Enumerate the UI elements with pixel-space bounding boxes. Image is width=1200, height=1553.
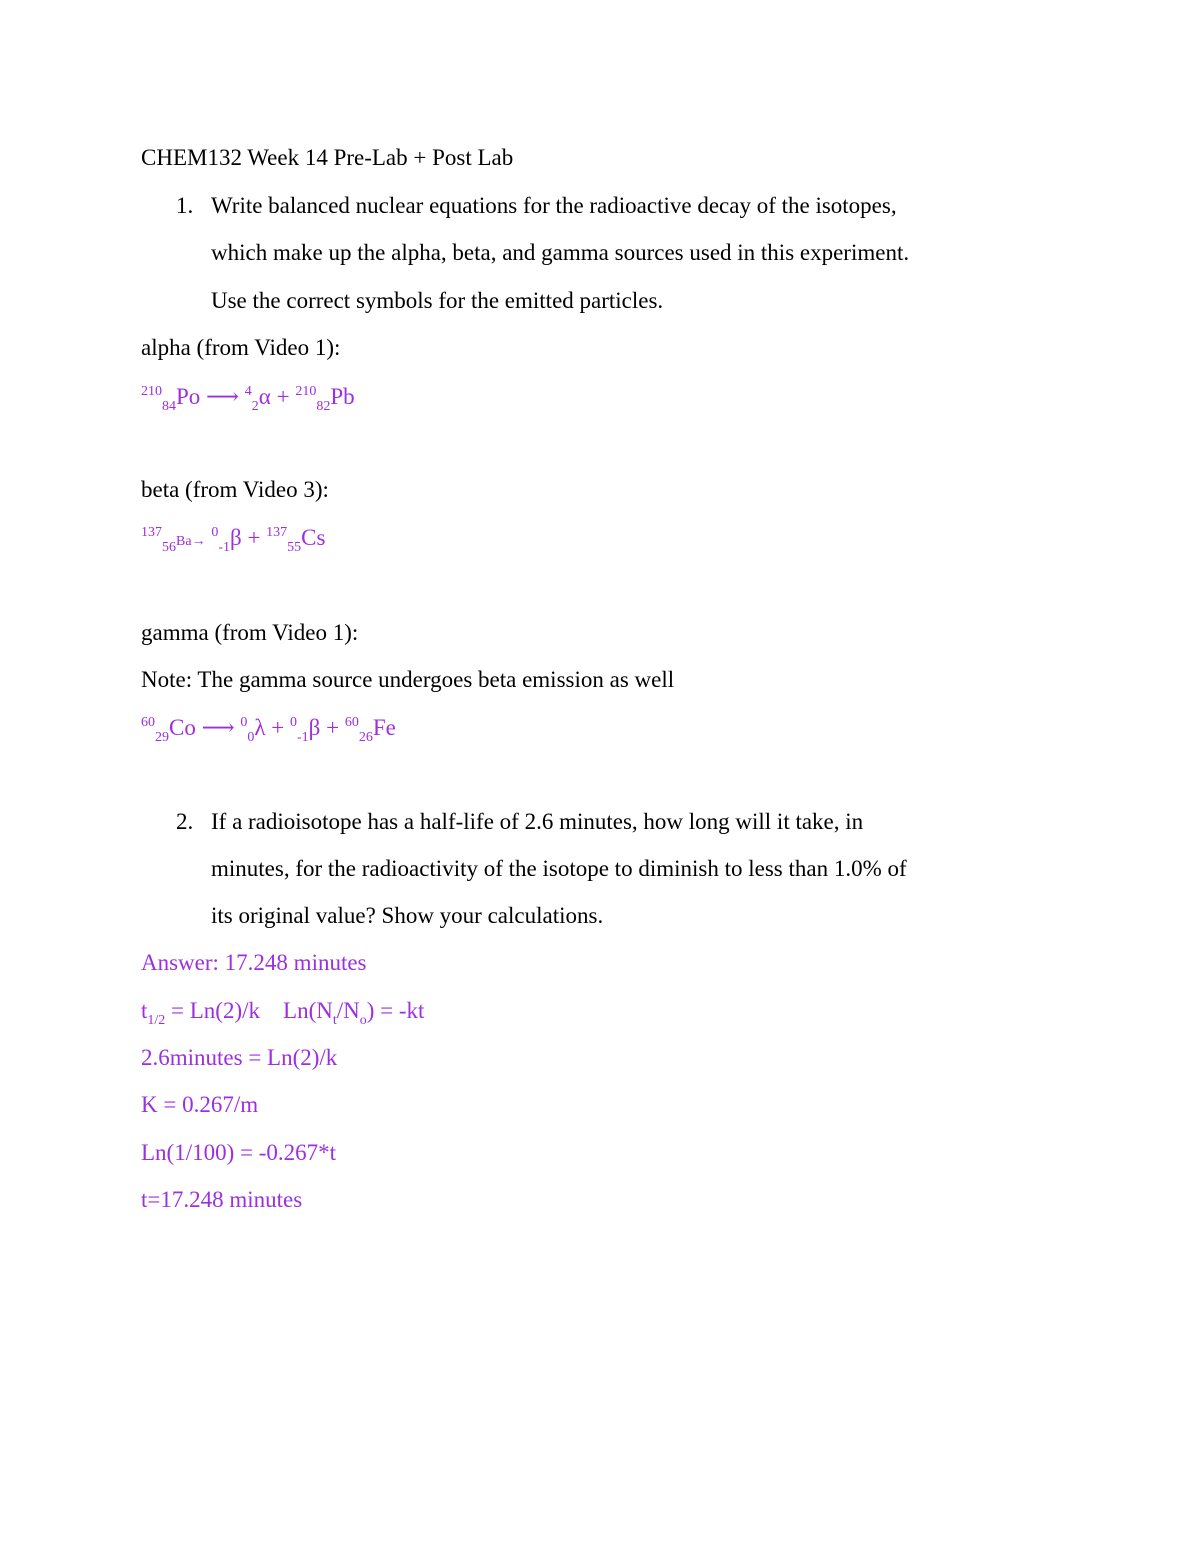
beta-parent-atomic: 56 (162, 540, 176, 555)
half-life-rest: = Ln(2)/k (165, 998, 261, 1023)
calc-line-4: K = 0.267/m (141, 1092, 259, 1117)
gamma-particle2-symbol: β (308, 715, 321, 740)
alpha-parent-atomic: 84 (162, 399, 176, 414)
alpha-parent-symbol: Po (176, 384, 201, 409)
ln-sub-t: t (332, 1013, 337, 1028)
ln-prefix: Ln(N (283, 998, 333, 1023)
beta-label: beta (from Video 3): (141, 477, 329, 502)
beta-parent-symbol: Ba (176, 534, 192, 549)
question-1-line-1: Write balanced nuclear equations for the radioactive decay of the isotopes, (211, 193, 897, 218)
question-2-number: 2. (176, 809, 194, 834)
beta-particle-atomic: -1 (218, 540, 230, 555)
gamma-particle1-atomic: 0 (247, 730, 255, 745)
gamma-daughter-symbol: Fe (372, 715, 396, 740)
gamma-daughter-atomic: 26 (358, 730, 373, 745)
gamma-particle1-mass: 0 (240, 715, 248, 730)
gamma-daughter-mass: 60 (344, 715, 359, 730)
answer-line: Answer: 17.248 minutes (141, 950, 367, 975)
alpha-parent-mass: 210 (141, 384, 162, 399)
gamma-parent-atomic: 29 (155, 730, 169, 745)
calc-line-3: 2.6minutes = Ln(2)/k (141, 1045, 338, 1070)
calc-line-5: Ln(1/100) = -0.267*t (141, 1140, 337, 1165)
alpha-daughter-mass: 210 (295, 384, 317, 399)
gamma-particle2-mass: 0 (289, 715, 297, 730)
beta-parent-mass: 137 (141, 525, 162, 540)
beta-daughter-mass: 137 (266, 525, 288, 540)
question-2-line-3: its original value? Show your calculations. (211, 903, 604, 928)
gamma-label: gamma (from Video 1): (141, 620, 359, 645)
alpha-arrow: ⟶ (206, 384, 240, 409)
gamma-arrow: ⟶ (201, 715, 235, 740)
question-2-line-2: minutes, for the radioactivity of the isotope to diminish to less than 1.0% of (211, 856, 907, 881)
beta-daughter-symbol: Cs (301, 525, 326, 550)
alpha-daughter-symbol: Pb (330, 384, 355, 409)
beta-equation (141, 523, 325, 557)
alpha-particle-atomic: 2 (251, 399, 259, 414)
beta-particle-symbol: β (229, 525, 242, 550)
question-1-line-3: Use the correct symbols for the emitted particles. (211, 288, 664, 313)
gamma-particle1-symbol: λ (254, 715, 266, 740)
beta-particle-mass: 0 (211, 525, 219, 540)
half-life-formula (141, 996, 424, 1026)
ln-mid: /N (336, 998, 360, 1023)
gamma-note: Note: The gamma source undergoes beta emission as well (141, 667, 675, 692)
question-1-line-2: which make up the alpha, beta, and gamma sources used in this experiment. (211, 240, 910, 265)
ln-rest: ) = -kt (366, 998, 425, 1023)
question-1-number: 1. (176, 193, 194, 218)
gamma-plus-1: + (271, 715, 285, 740)
calc-line-6: t=17.248 minutes (141, 1187, 303, 1212)
beta-plus: + (247, 525, 261, 550)
gamma-particle2-atomic: -1 (296, 730, 309, 745)
alpha-particle-mass: 4 (244, 384, 252, 399)
gamma-equation (141, 713, 396, 743)
half-life-subscript: 1/2 (147, 1013, 166, 1028)
alpha-equation (141, 382, 355, 412)
beta-daughter-atomic: 55 (287, 540, 302, 555)
alpha-plus: + (276, 384, 290, 409)
beta-arrow: → (191, 534, 206, 549)
alpha-label: alpha (from Video 1): (141, 335, 341, 360)
ln-sub-o: o (359, 1013, 367, 1028)
gamma-parent-symbol: Co (169, 715, 196, 740)
alpha-particle-symbol: α (258, 384, 271, 409)
half-life-t: t (141, 998, 148, 1023)
page-title: CHEM132 Week 14 Pre-Lab + Post Lab (141, 145, 514, 170)
question-2-line-1: If a radioisotope has a half-life of 2.6 minutes, how long will it take, in (211, 809, 864, 834)
gamma-parent-mass: 60 (141, 715, 155, 730)
gamma-plus-2: + (326, 715, 340, 740)
alpha-daughter-atomic: 82 (316, 399, 331, 414)
